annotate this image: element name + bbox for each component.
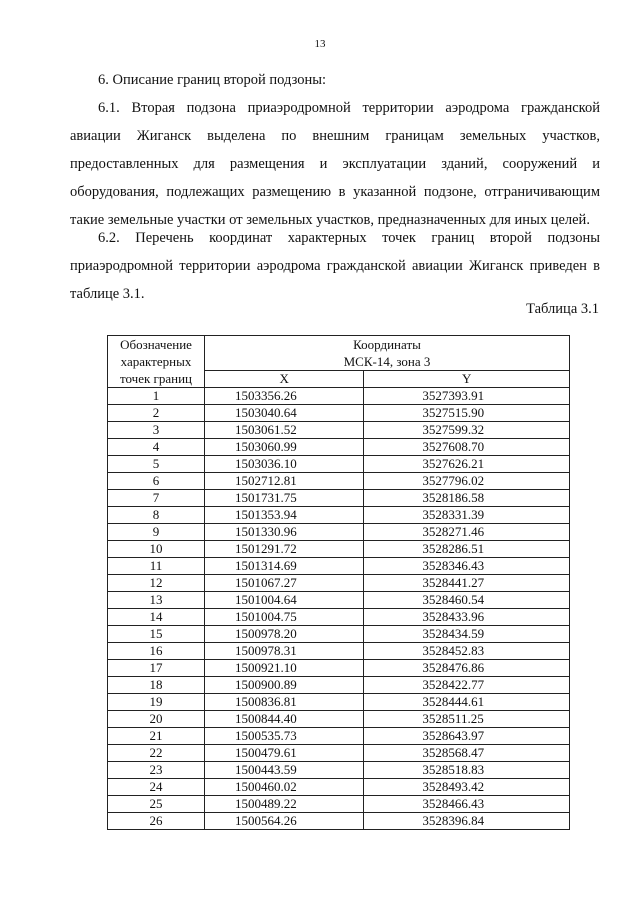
- point-number-cell: 15: [108, 626, 205, 643]
- y-coordinate-cell: 3527393.91: [364, 388, 570, 405]
- point-number-cell: 18: [108, 677, 205, 694]
- y-coordinate-cell: 3527515.90: [364, 405, 570, 422]
- table-row: [108, 796, 570, 813]
- point-number-cell: 8: [108, 507, 205, 524]
- x-coordinate-cell: 1500564.26: [205, 813, 364, 830]
- table-row: [108, 439, 570, 456]
- table-row: [108, 609, 570, 626]
- x-coordinate-cell: 1501004.75: [205, 609, 364, 626]
- header-name-line: характерных: [120, 354, 192, 369]
- y-coordinate-cell: 3527796.02: [364, 473, 570, 490]
- x-coordinate-cell: 1501731.75: [205, 490, 364, 507]
- page-number: 13: [314, 38, 326, 50]
- y-coordinate-cell: 3528396.84: [364, 813, 570, 830]
- table-caption: Таблица 3.1: [526, 301, 599, 317]
- table-row: [108, 388, 570, 405]
- point-number-cell: 10: [108, 541, 205, 558]
- y-coordinate-cell: 3528444.61: [364, 694, 570, 711]
- y-coordinate-cell: 3528433.96: [364, 609, 570, 626]
- point-number-cell: 9: [108, 524, 205, 541]
- x-coordinate-cell: 1503036.10: [205, 456, 364, 473]
- table-row: [108, 541, 570, 558]
- x-coordinate-cell: 1500900.89: [205, 677, 364, 694]
- table-row: [108, 490, 570, 507]
- point-number-cell: 4: [108, 439, 205, 456]
- table-row: [108, 626, 570, 643]
- y-coordinate-cell: 3528568.47: [364, 745, 570, 762]
- header-name-line: Обозначение: [120, 337, 192, 352]
- point-number-cell: 20: [108, 711, 205, 728]
- header-y: Y: [364, 371, 570, 388]
- point-number-cell: 25: [108, 796, 205, 813]
- table-row: [108, 405, 570, 422]
- point-number-cell: 17: [108, 660, 205, 677]
- point-number-cell: 14: [108, 609, 205, 626]
- point-number-cell: 11: [108, 558, 205, 575]
- x-coordinate-cell: 1503061.52: [205, 422, 364, 439]
- point-number-cell: 21: [108, 728, 205, 745]
- y-coordinate-cell: 3528460.54: [364, 592, 570, 609]
- x-coordinate-cell: 1503356.26: [205, 388, 364, 405]
- point-number-cell: 7: [108, 490, 205, 507]
- x-coordinate-cell: 1501067.27: [205, 575, 364, 592]
- y-coordinate-cell: 3527626.21: [364, 456, 570, 473]
- table-body: [108, 388, 570, 830]
- y-coordinate-cell: 3528286.51: [364, 541, 570, 558]
- x-coordinate-cell: 1500443.59: [205, 762, 364, 779]
- header-coords-line: МСК-14, зона 3: [343, 354, 431, 369]
- y-coordinate-cell: 3527599.32: [364, 422, 570, 439]
- y-coordinate-cell: 3528452.83: [364, 643, 570, 660]
- point-number-cell: 5: [108, 456, 205, 473]
- point-number-cell: 3: [108, 422, 205, 439]
- y-coordinate-cell: 3528434.59: [364, 626, 570, 643]
- table-row: [108, 779, 570, 796]
- x-coordinate-cell: 1501314.69: [205, 558, 364, 575]
- point-number-cell: 13: [108, 592, 205, 609]
- x-coordinate-cell: 1501291.72: [205, 541, 364, 558]
- point-number-cell: 12: [108, 575, 205, 592]
- table-row: [108, 473, 570, 490]
- table-row: [108, 762, 570, 779]
- paragraph-6-2: 6.2. Перечень координат характерных точек границ второй подзоны приаэродромной территории аэродрома гражданской авиации Жиганск приведен в таблице 3.1.: [70, 230, 600, 302]
- point-number-cell: 1: [108, 388, 205, 405]
- y-coordinate-cell: 3528186.58: [364, 490, 570, 507]
- point-number-cell: 6: [108, 473, 205, 490]
- section-heading: 6. Описание границ второй подзоны:: [98, 72, 326, 88]
- x-coordinate-cell: 1501004.64: [205, 592, 364, 609]
- table-row: [108, 592, 570, 609]
- table-row: [108, 660, 570, 677]
- x-coordinate-cell: 1500844.40: [205, 711, 364, 728]
- table-row: [108, 456, 570, 473]
- point-number-cell: 16: [108, 643, 205, 660]
- table-row: [108, 575, 570, 592]
- y-coordinate-cell: 3528441.27: [364, 575, 570, 592]
- point-number-cell: 24: [108, 779, 205, 796]
- y-coordinate-cell: 3528518.83: [364, 762, 570, 779]
- table-row: [108, 711, 570, 728]
- x-coordinate-cell: 1500921.10: [205, 660, 364, 677]
- y-coordinate-cell: 3528422.77: [364, 677, 570, 694]
- y-coordinate-cell: 3528271.46: [364, 524, 570, 541]
- x-coordinate-cell: 1502712.81: [205, 473, 364, 490]
- point-number-cell: 23: [108, 762, 205, 779]
- point-number-cell: 19: [108, 694, 205, 711]
- x-coordinate-cell: 1501353.94: [205, 507, 364, 524]
- table-row: [108, 422, 570, 439]
- x-coordinate-cell: 1500978.31: [205, 643, 364, 660]
- header-coordinates: [205, 336, 570, 371]
- x-coordinate-cell: 1500535.73: [205, 728, 364, 745]
- table-row: [108, 728, 570, 745]
- table-row: [108, 745, 570, 762]
- point-number-cell: 26: [108, 813, 205, 830]
- y-coordinate-cell: 3528476.86: [364, 660, 570, 677]
- x-coordinate-cell: 1500460.02: [205, 779, 364, 796]
- y-coordinate-cell: 3527608.70: [364, 439, 570, 456]
- header-name-line: точек границ: [119, 371, 193, 386]
- table-row: [108, 558, 570, 575]
- x-coordinate-cell: 1501330.96: [205, 524, 364, 541]
- x-coordinate-cell: 1500479.61: [205, 745, 364, 762]
- y-coordinate-cell: 3528643.97: [364, 728, 570, 745]
- x-coordinate-cell: 1500978.20: [205, 626, 364, 643]
- paragraph-6-1: 6.1. Вторая подзона приаэродромной территории аэродрома гражданской авиации Жиганск выделена по внешним границам земельных участков, предоставленных для размещения и эксплуатации зданий, сооружений и оборудования, подлежащих размещению в указанной подзоне, отграничивающим такие земельные участки от земельных участков, предназначенных для иных целей.: [70, 100, 600, 228]
- coordinates-table: [107, 335, 570, 830]
- y-coordinate-cell: 3528466.43: [364, 796, 570, 813]
- table-row: [108, 813, 570, 830]
- x-coordinate-cell: 1500489.22: [205, 796, 364, 813]
- table-row: [108, 694, 570, 711]
- y-coordinate-cell: 3528331.39: [364, 507, 570, 524]
- header-coords-line: Координаты: [353, 337, 421, 352]
- point-number-cell: 22: [108, 745, 205, 762]
- x-coordinate-cell: 1503040.64: [205, 405, 364, 422]
- header-x: X: [205, 371, 364, 388]
- x-coordinate-cell: 1500836.81: [205, 694, 364, 711]
- table-row: [108, 677, 570, 694]
- table-row: [108, 643, 570, 660]
- y-coordinate-cell: 3528493.42: [364, 779, 570, 796]
- header-point-designation: [108, 336, 205, 388]
- table-row: [108, 524, 570, 541]
- y-coordinate-cell: 3528511.25: [364, 711, 570, 728]
- table-row: [108, 507, 570, 524]
- y-coordinate-cell: 3528346.43: [364, 558, 570, 575]
- x-coordinate-cell: 1503060.99: [205, 439, 364, 456]
- point-number-cell: 2: [108, 405, 205, 422]
- table-header-row: [108, 336, 570, 371]
